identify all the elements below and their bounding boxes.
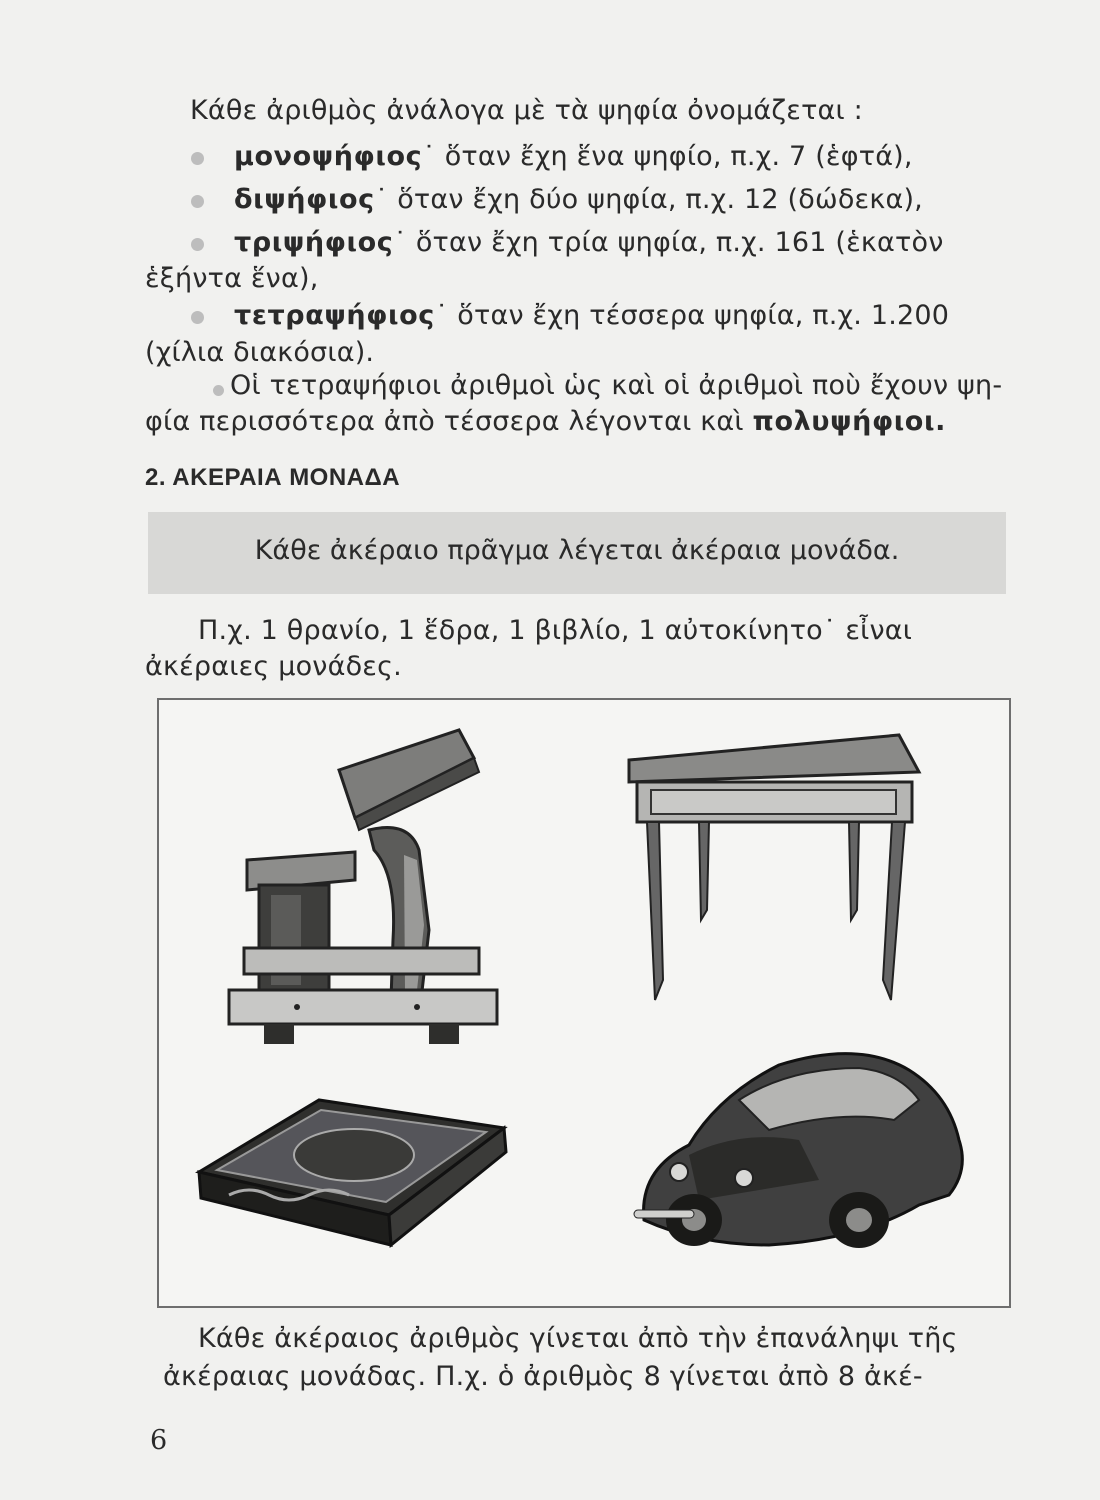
- section-title: 2. ΑΚΕΡΑΙΑ ΜΟΝΑΔΑ: [145, 464, 401, 491]
- item-text: ˙ ὅταν ἔχη δύο ψηφία, π.χ. 12 (δώδεκα),: [374, 184, 923, 215]
- term-tripsifios: τριψήφιος: [234, 227, 394, 258]
- item-text: ˙ ὅταν ἔχη ἕνα ψηφίο, π.χ. 7 (ἑφτά),: [422, 141, 913, 172]
- item-text: ˙ ὅταν ἔχη τρία ψηφία, π.χ. 161 (ἑκατὸν: [393, 227, 944, 258]
- example-line-2: ἀκέραιες μονάδες.: [145, 651, 402, 682]
- bullet-icon: [191, 238, 204, 251]
- item-continuation: ἑξήντα ἕνα),: [145, 263, 319, 294]
- bullet-icon: [191, 152, 204, 165]
- illustration-frame: [157, 698, 1011, 1308]
- term-tetrapsifios: τετραψήφιος: [234, 300, 435, 331]
- list-item-tetrapsifios: [234, 299, 949, 333]
- item-text: ˙ ὅταν ἔχη τέσσερα ψηφία, π.χ. 1.200: [434, 300, 950, 331]
- car-icon: [634, 1054, 962, 1248]
- term-dipsifios: διψήφιος: [234, 184, 375, 215]
- definition-text: Κάθε ἀκέραιο πρᾶγμα λέγεται ἀκέραια μονάδα.: [254, 535, 900, 566]
- list-item-tripsifios: [234, 226, 944, 260]
- intro-text: Κάθε ἀριθμὸς ἀνάλογα μὲ τὰ ψηφία ὀνομάζεται :: [190, 95, 863, 126]
- book-icon: [199, 1100, 506, 1245]
- table-icon: [629, 735, 919, 1000]
- list-item-monopsifios: [234, 140, 913, 174]
- page-number: 6: [150, 1425, 168, 1456]
- term-monopsifios: μονοψήφιος: [234, 141, 423, 172]
- polypsifioi-line-1: Οἱ τετραψήφιοι ἀριθμοὶ ὡς καὶ οἱ ἀριθμοὶ ποὺ ἔχουν ψη-: [230, 370, 1003, 401]
- school-desk-icon: [229, 730, 497, 1044]
- illustration: [159, 700, 1009, 1306]
- bullet-icon: [191, 311, 204, 324]
- bullet-icon: [213, 385, 224, 396]
- polypsifioi-text: φία περισσότερα ἀπὸ τέσσερα λέγονται καὶ: [145, 406, 744, 437]
- term-polypsifioi: πολυψήφιοι.: [752, 406, 946, 437]
- item-continuation: (χίλια διακόσια).: [145, 337, 375, 368]
- bullet-icon: [191, 195, 204, 208]
- polypsifioi-line-2: [145, 405, 946, 439]
- example-line-1: Π.χ. 1 θρανίο, 1 ἕδρα, 1 βιβλίο, 1 αὐτοκίνητο˙ εἶναι: [198, 615, 913, 646]
- closing-line-2: ἀκέραιας μονάδας. Π.χ. ὁ ἀριθμὸς 8 γίνεται ἀπὸ 8 ἀκέ-: [163, 1361, 923, 1392]
- list-item-dipsifios: [234, 183, 923, 217]
- definition-box: [148, 512, 1006, 594]
- closing-line-1: Κάθε ἀκέραιος ἀριθμὸς γίνεται ἀπὸ τὴν ἐπανάληψι τῆς: [198, 1323, 958, 1354]
